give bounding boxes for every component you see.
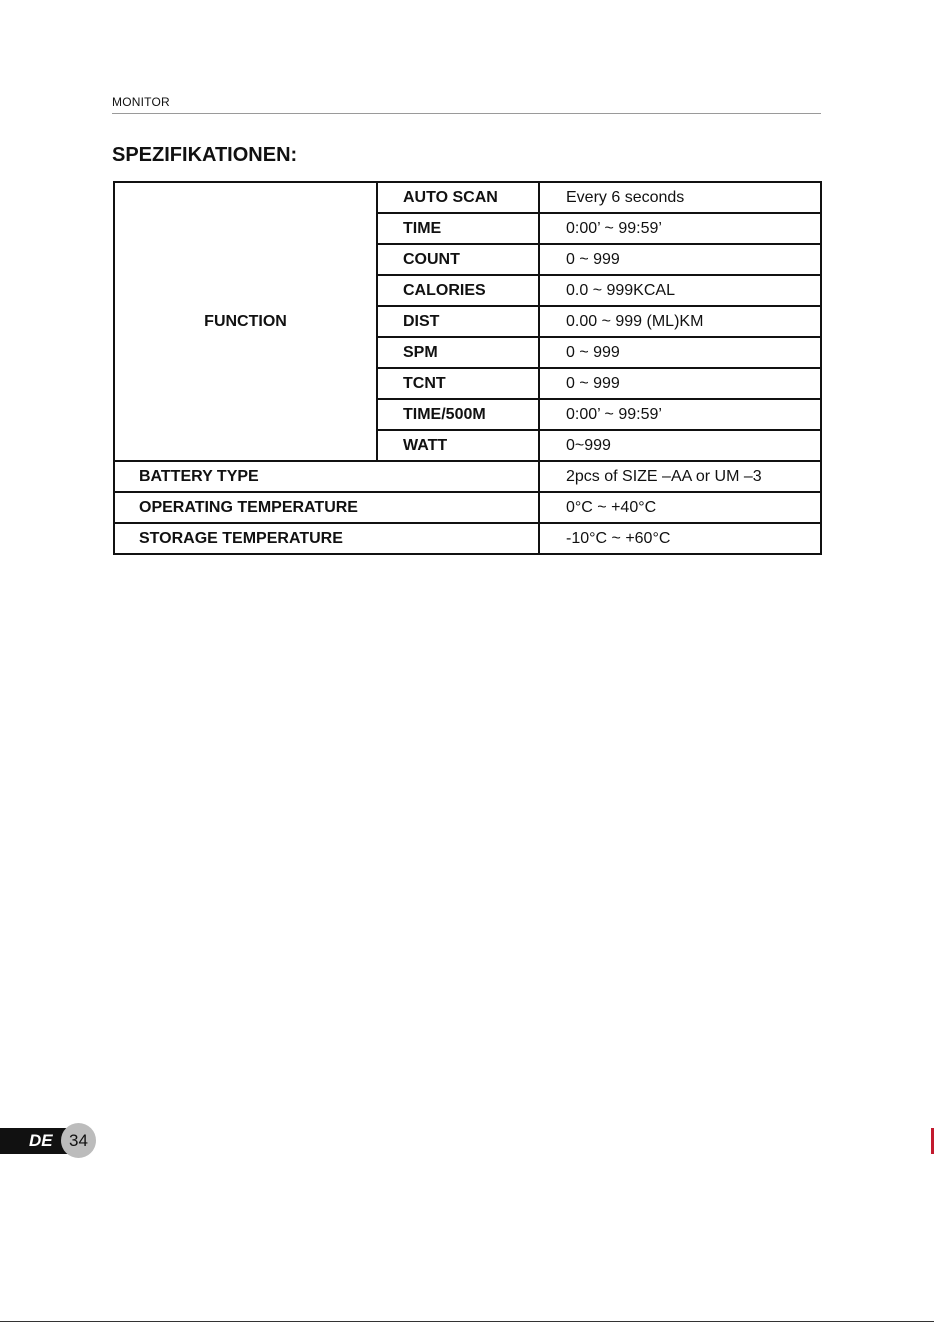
param-label: COUNT <box>377 244 539 275</box>
header-divider <box>112 113 821 114</box>
specifications-table <box>113 181 822 555</box>
param-label: SPM <box>377 337 539 368</box>
page-title: SPEZIFIKATIONEN: <box>112 144 298 166</box>
param-label: CALORIES <box>377 275 539 306</box>
language-code: DE <box>29 1131 53 1150</box>
spec-label: STORAGE TEMPERATURE <box>114 523 539 554</box>
param-value: 0 ~ 999 <box>539 244 821 275</box>
spec-value: -10°C ~ +60°C <box>539 523 821 554</box>
param-value: 0 ~ 999 <box>539 337 821 368</box>
spec-value: 0°C ~ +40°C <box>539 492 821 523</box>
param-label: DIST <box>377 306 539 337</box>
table-row <box>114 182 821 213</box>
param-value: 0~999 <box>539 430 821 461</box>
param-value: 0:00’ ~ 99:59’ <box>539 399 821 430</box>
param-label: WATT <box>377 430 539 461</box>
spec-label: BATTERY TYPE <box>114 461 539 492</box>
page-number-badge <box>61 1123 96 1158</box>
param-label: AUTO SCAN <box>377 182 539 213</box>
table-row <box>114 492 821 523</box>
param-value: 0.0 ~ 999KCAL <box>539 275 821 306</box>
param-value: 0:00’ ~ 99:59’ <box>539 213 821 244</box>
param-value: 0.00 ~ 999 (ML)KM <box>539 306 821 337</box>
param-value: Every 6 seconds <box>539 182 821 213</box>
page-number: 34 <box>69 1130 88 1150</box>
section-label: MONITOR <box>112 95 170 109</box>
table-row <box>114 523 821 554</box>
param-label: TIME/500M <box>377 399 539 430</box>
param-value: 0 ~ 999 <box>539 368 821 399</box>
param-label: TCNT <box>377 368 539 399</box>
spec-label: OPERATING TEMPERATURE <box>114 492 539 523</box>
bottom-divider <box>0 1321 934 1322</box>
spec-value: 2pcs of SIZE –AA or UM –3 <box>539 461 821 492</box>
table-row <box>114 461 821 492</box>
param-label: TIME <box>377 213 539 244</box>
function-group-label: FUNCTION <box>114 182 377 461</box>
